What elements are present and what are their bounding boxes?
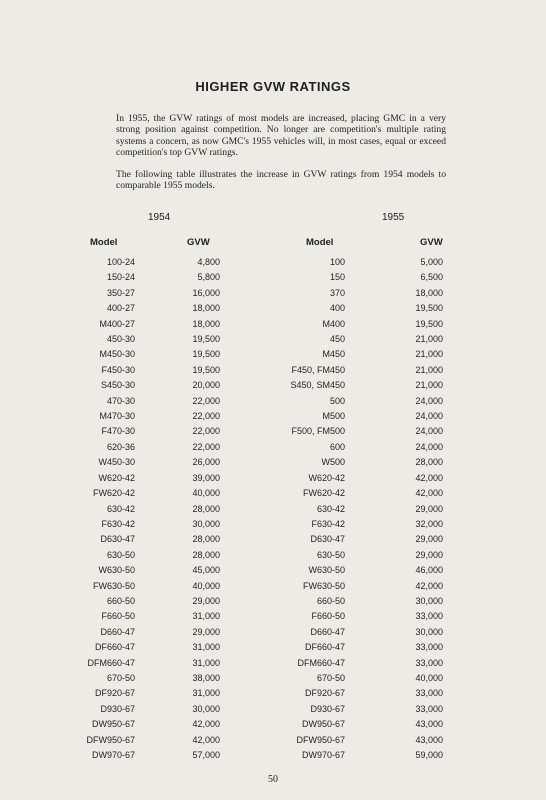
gvw-1954-cell: 42,000: [192, 734, 220, 745]
gvw-1955-cell: 33,000: [415, 611, 443, 622]
model-1955-cell: M450: [322, 349, 345, 360]
gvw-1954-cell: 19,500: [192, 364, 220, 375]
gvw-1954-cell: 57,000: [192, 750, 220, 760]
model-1954-cell: 100-24: [106, 257, 135, 267]
gvw-1954-cell: 22,000: [192, 426, 220, 437]
gvw-1955-cell: 28,000: [415, 457, 443, 468]
gvw-1955-cell: 30,000: [415, 626, 443, 637]
gvw-1954-cell: 39,000: [192, 472, 220, 483]
model-1955-cell: 450: [329, 334, 345, 345]
gvw-1955-cell: 42,000: [415, 488, 443, 499]
model-1954-column: [60, 255, 135, 763]
gvw-1955-cell: 43,000: [415, 734, 443, 745]
model-1955-cell: F450, FM450: [291, 364, 345, 375]
model-1955-cell: W630-50: [308, 565, 345, 576]
gvw-1954-cell: 19,500: [192, 334, 220, 345]
gvw-1955-cell: 21,000: [415, 380, 443, 391]
model-1955-cell: FW620-42: [302, 488, 345, 499]
model-1955-cell: D930-67: [310, 703, 345, 714]
gvw-1954-cell: 22,000: [192, 395, 220, 406]
model-1955-cell: F660-50: [311, 611, 345, 622]
model-1954-cell: 620-36: [106, 441, 135, 452]
gvw-1954-cell: 31,000: [192, 611, 220, 622]
model-1955-cell: 400: [329, 303, 345, 314]
model-1954-cell: FW630-50: [92, 580, 135, 591]
gvw-1954-cell: 29,000: [192, 626, 220, 637]
model-1954-cell: M400-27: [99, 318, 135, 329]
gvw-1954-cell: 18,000: [192, 303, 220, 314]
model-1955-cell: DF920-67: [304, 688, 345, 699]
gvw-1954-cell: 28,000: [192, 534, 220, 545]
gvw-1954-cell: 22,000: [192, 411, 220, 422]
model-1954-cell: 630-50: [106, 549, 135, 560]
gvw-1955-cell: 32,000: [415, 518, 443, 529]
gvw-1955-header: GVW: [420, 237, 443, 248]
model-1954-cell: D930-67: [100, 703, 135, 714]
gvw-1954-cell: 20,000: [192, 380, 220, 391]
gvw-1954-cell: 45,000: [192, 565, 220, 576]
gvw-1955-cell: 33,000: [415, 642, 443, 653]
model-1954-cell: W630-50: [98, 565, 135, 576]
model-1955-column: [265, 255, 345, 763]
model-1955-cell: M500: [322, 411, 345, 422]
gvw-1954-cell: 5,800: [197, 272, 220, 283]
model-1955-cell: F500, FM500: [291, 426, 345, 437]
model-1954-cell: S450-30: [100, 380, 135, 391]
gvw-1955-cell: 33,000: [415, 688, 443, 699]
model-1955-cell: W500: [321, 457, 345, 468]
model-1954-cell: M470-30: [99, 411, 135, 422]
model-1954-cell: F450-30: [101, 364, 135, 375]
model-1954-cell: W620-42: [98, 472, 135, 483]
gvw-1954-cell: 29,000: [192, 595, 220, 606]
gvw-1954-cell: 28,000: [192, 549, 220, 560]
gvw-1954-cell: 19,500: [192, 349, 220, 360]
model-1954-cell: D660-47: [100, 626, 135, 637]
gvw-1955-cell: 29,000: [415, 549, 443, 560]
page-number: 50: [268, 774, 278, 785]
model-1955-cell: F630-42: [311, 518, 345, 529]
year-1955-heading: 1955: [382, 212, 405, 223]
table-intro-paragraph: The following table illustrates the increase in GVW ratings from 1954 models to comparable 1955 models.: [116, 169, 446, 192]
gvw-1954-cell: 40,000: [192, 488, 220, 499]
model-1954-cell: 670-50: [106, 672, 135, 683]
model-1954-cell: 350-27: [106, 287, 135, 298]
model-1955-cell: DW950-67: [301, 719, 345, 730]
model-1955-cell: M400: [322, 318, 345, 329]
gvw-1955-cell: 24,000: [415, 411, 443, 422]
model-1955-cell: D630-47: [310, 534, 345, 545]
gvw-1954-cell: 28,000: [192, 503, 220, 514]
model-1954-cell: D630-47: [100, 534, 135, 545]
model-1954-cell: DW970-67: [91, 750, 135, 760]
gvw-1955-cell: 33,000: [415, 657, 443, 668]
gvw-1954-cell: 26,000: [192, 457, 220, 468]
gvw-1954-cell: 42,000: [192, 719, 220, 730]
gvw-1954-cell: 40,000: [192, 580, 220, 591]
model-1954-cell: DW950-67: [91, 719, 135, 730]
gvw-1955-cell: 46,000: [415, 565, 443, 576]
model-1955-cell: 660-50: [316, 595, 345, 606]
gvw-1955-cell: 42,000: [415, 580, 443, 591]
gvw-1954-cell: 31,000: [192, 688, 220, 699]
intro-paragraph: In 1955, the GVW ratings of most models are increased, placing GMC in a very strong position against competition. No longer are competition's multiple rating systems a concern, as now GMC's 1955 vehicles will, in most cases, equal or exceed competition's top GVW ratings.: [116, 113, 446, 158]
model-1954-cell: DF660-47: [94, 642, 135, 653]
model-1954-cell: 400-27: [106, 303, 135, 314]
gvw-1955-cell: 19,500: [415, 318, 443, 329]
gvw-1954-column: [165, 255, 220, 763]
gvw-1954-cell: 30,000: [192, 703, 220, 714]
gvw-1955-cell: 59,000: [415, 750, 443, 760]
model-1954-header: Model: [90, 237, 118, 248]
gvw-1955-cell: 30,000: [415, 595, 443, 606]
gvw-1954-cell: 16,000: [192, 287, 220, 298]
model-1954-cell: 630-42: [106, 503, 135, 514]
gvw-1955-cell: 6,500: [420, 272, 443, 283]
model-1954-cell: M450-30: [99, 349, 135, 360]
gvw-1954-cell: 22,000: [192, 441, 220, 452]
gvw-1955-cell: 43,000: [415, 719, 443, 730]
model-1955-cell: D660-47: [310, 626, 345, 637]
page-title: HIGHER GVW RATINGS: [195, 79, 351, 94]
gvw-1955-cell: 24,000: [415, 441, 443, 452]
gvw-1955-cell: 18,000: [415, 287, 443, 298]
gvw-1955-cell: 29,000: [415, 503, 443, 514]
gvw-1955-cell: 24,000: [415, 426, 443, 437]
model-1954-cell: F630-42: [101, 518, 135, 529]
model-1954-cell: 150-24: [106, 272, 135, 283]
gvw-1955-cell: 21,000: [415, 364, 443, 375]
gvw-1955-cell: 21,000: [415, 334, 443, 345]
model-1955-cell: FW630-50: [302, 580, 345, 591]
model-1955-cell: 500: [329, 395, 345, 406]
model-1955-cell: 600: [329, 441, 345, 452]
model-1954-cell: F660-50: [101, 611, 135, 622]
model-1955-cell: S450, SM450: [290, 380, 345, 391]
model-1954-cell: 470-30: [106, 395, 135, 406]
model-1954-cell: DFM660-47: [87, 657, 135, 668]
gvw-1955-cell: 40,000: [415, 672, 443, 683]
gvw-1954-cell: 30,000: [192, 518, 220, 529]
model-1954-cell: DF920-67: [94, 688, 135, 699]
model-1955-cell: 630-50: [316, 549, 345, 560]
model-1954-cell: DFW950-67: [86, 734, 135, 745]
model-1954-cell: FW620-42: [92, 488, 135, 499]
gvw-1955-cell: 24,000: [415, 395, 443, 406]
model-1955-cell: 370: [329, 287, 345, 298]
gvw-1954-cell: 31,000: [192, 657, 220, 668]
model-1955-cell: 100: [329, 257, 345, 267]
model-1955-cell: 630-42: [316, 503, 345, 514]
gvw-1954-header: GVW: [187, 237, 210, 248]
model-1955-cell: DFW950-67: [296, 734, 345, 745]
gvw-1954-cell: 18,000: [192, 318, 220, 329]
gvw-1955-cell: 42,000: [415, 472, 443, 483]
gvw-1954-cell: 4,800: [197, 257, 220, 267]
gvw-1954-cell: 31,000: [192, 642, 220, 653]
model-1955-cell: W620-42: [308, 472, 345, 483]
gvw-1955-cell: 5,000: [420, 257, 443, 267]
model-1954-cell: F470-30: [101, 426, 135, 437]
model-1955-cell: 670-50: [316, 672, 345, 683]
model-1955-cell: 150: [329, 272, 345, 283]
gvw-1955-cell: 33,000: [415, 703, 443, 714]
model-1954-cell: 450-30: [106, 334, 135, 345]
gvw-1955-cell: 29,000: [415, 534, 443, 545]
model-1954-cell: 660-50: [106, 595, 135, 606]
gvw-1954-cell: 38,000: [192, 672, 220, 683]
gvw-1955-column: [388, 255, 443, 763]
model-1955-cell: DFM660-47: [297, 657, 345, 668]
model-1955-cell: DF660-47: [304, 642, 345, 653]
model-1954-cell: W450-30: [98, 457, 135, 468]
gvw-1955-cell: 21,000: [415, 349, 443, 360]
year-1954-heading: 1954: [148, 212, 171, 223]
model-1955-cell: DW970-67: [301, 750, 345, 760]
gvw-1955-cell: 19,500: [415, 303, 443, 314]
model-1955-header: Model: [306, 237, 334, 248]
